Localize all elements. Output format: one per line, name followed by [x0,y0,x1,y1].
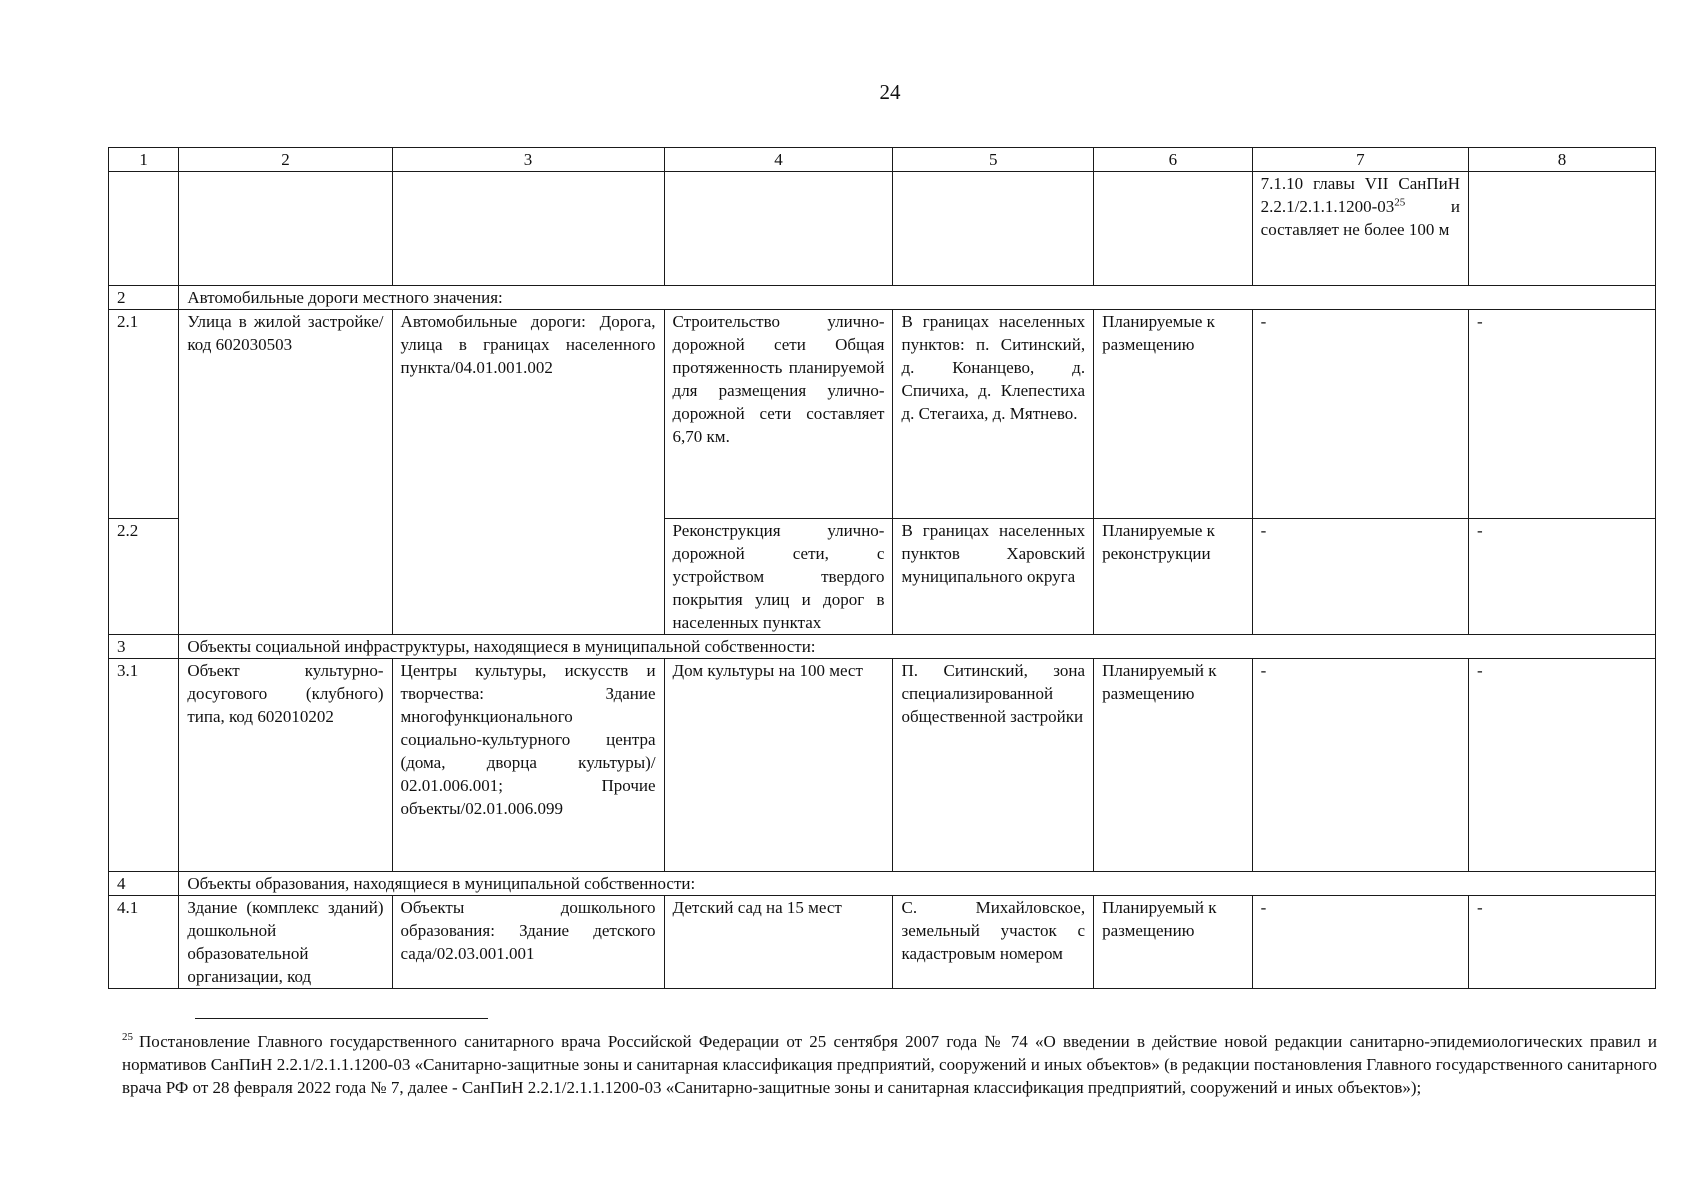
location-cell: С. Михайловское, земельный участок с кадастровым номером [893,896,1094,989]
footnote [122,1030,1657,1099]
section-number: 3 [109,635,179,659]
row-number: 4.1 [109,896,179,989]
header-cell: 8 [1469,148,1656,172]
row-number: 2.1 [109,310,179,519]
section-number: 2 [109,286,179,310]
header-row [109,148,1656,172]
section-row [109,872,1656,896]
object-name-cell: Улица в жилой застройке/ код 602030503 [179,310,392,635]
purpose-cell: Дом культуры на 100 мест [664,659,893,872]
row-number: 3.1 [109,659,179,872]
status-cell: Планируемый к размещению [1094,896,1253,989]
section-title: Объекты социальной инфраструктуры, находящиеся в муниципальной собственности: [179,635,1656,659]
header-cell: 4 [664,148,893,172]
sanpin-reference-cell [1252,172,1468,286]
header-cell: 2 [179,148,392,172]
purpose-cell: Строительство улично-дорожной сети Общая протяженность планируемой для размещения улично-дорожной сети составляет 6,70 км. [664,310,893,519]
status-cell: Планируемые к размещению [1094,310,1253,519]
location-cell: В границах населенных пунктов Харовский муниципального округа [893,519,1094,635]
object-type-cell: Автомобильные дороги: Дорога, улица в границах населенного пункта/04.01.001.002 [392,310,664,635]
note-cell: - [1469,659,1656,872]
footnote-text: Постановление Главного государственного санитарного врача Российской Федерации от 25 сентября 2007 года № 74 «О введении в действие новой редакции санитарно-эпидемиологических правил и нормативов СанПиН 2.2.1/2.1.1.1200-03 «Санитарно-защитные зоны и санитарная классификация предприятий, сооружений и иных объектов» (в редакции постановления Главного государственного санитарного врача РФ от 28 февраля 2022 года № 7, далее - СанПиН 2.2.1/2.1.1.1200-03 «Санитарно-защитные зоны и санитарная классификация предприятий, сооружений и иных объектов»); [122,1032,1657,1097]
row-number: 2.2 [109,519,179,635]
section-row [109,635,1656,659]
note-cell: - [1469,896,1656,989]
header-cell: 7 [1252,148,1468,172]
footnote-ref: 25 [1394,196,1406,209]
planned-objects-table [108,147,1656,989]
object-name-cell: Объект культурно-досугового (клубного) типа, код 602010202 [179,659,392,872]
footnote-divider [195,1018,488,1019]
purpose-cell: Детский сад на 15 мест [664,896,893,989]
page-number: 24 [879,80,901,104]
zone-cell: - [1252,659,1468,872]
table-row [109,310,1656,519]
table-row [109,896,1656,989]
status-cell: Планируемый к размещению [1094,659,1253,872]
location-cell: П. Ситинский, зона специализированной общественной застройки [893,659,1094,872]
location-cell: В границах населенных пунктов: п. Ситинский, д. Конанцево, д. Спичиха, д. Клепестиха д. Стегаиха, д. Мятнево. [893,310,1094,519]
note-cell: - [1469,519,1656,635]
table-row [109,659,1656,872]
status-cell: Планируемые к реконструкции [1094,519,1253,635]
sanpin-reference-text: 7.1.10 главы VII СанПиН 2.2.1/2.1.1.1200-03 [1260,174,1460,216]
note-cell: - [1469,310,1656,519]
zone-cell: - [1252,896,1468,989]
section-row [109,286,1656,310]
header-cell: 3 [392,148,664,172]
zone-cell: - [1252,310,1468,519]
sanpin-reference-tail: и составляет не более 100 м [1260,197,1460,239]
zone-cell: - [1252,519,1468,635]
section-number: 4 [109,872,179,896]
object-type-cell: Центры культуры, искусств и творчества: Здание многофункционального социально-культурного центра (дома, дворца культуры)/ 02.01.006.001; Прочие объекты/02.01.006.099 [392,659,664,872]
object-name-cell: Здание (комплекс зданий) дошкольной образовательной организации, код [179,896,392,989]
footnote-mark: 25 [122,1031,133,1044]
purpose-cell: Реконструкция улично-дорожной сети, с устройством твердого покрытия улиц и дорог в населенных пунктах [664,519,893,635]
header-cell: 5 [893,148,1094,172]
header-cell: 1 [109,148,179,172]
section-title: Автомобильные дороги местного значения: [179,286,1656,310]
object-type-cell: Объекты дошкольного образования: Здание детского сада/02.03.001.001 [392,896,664,989]
continuation-row [109,172,1656,286]
header-cell: 6 [1094,148,1253,172]
section-title: Объекты образования, находящиеся в муниципальной собственности: [179,872,1656,896]
